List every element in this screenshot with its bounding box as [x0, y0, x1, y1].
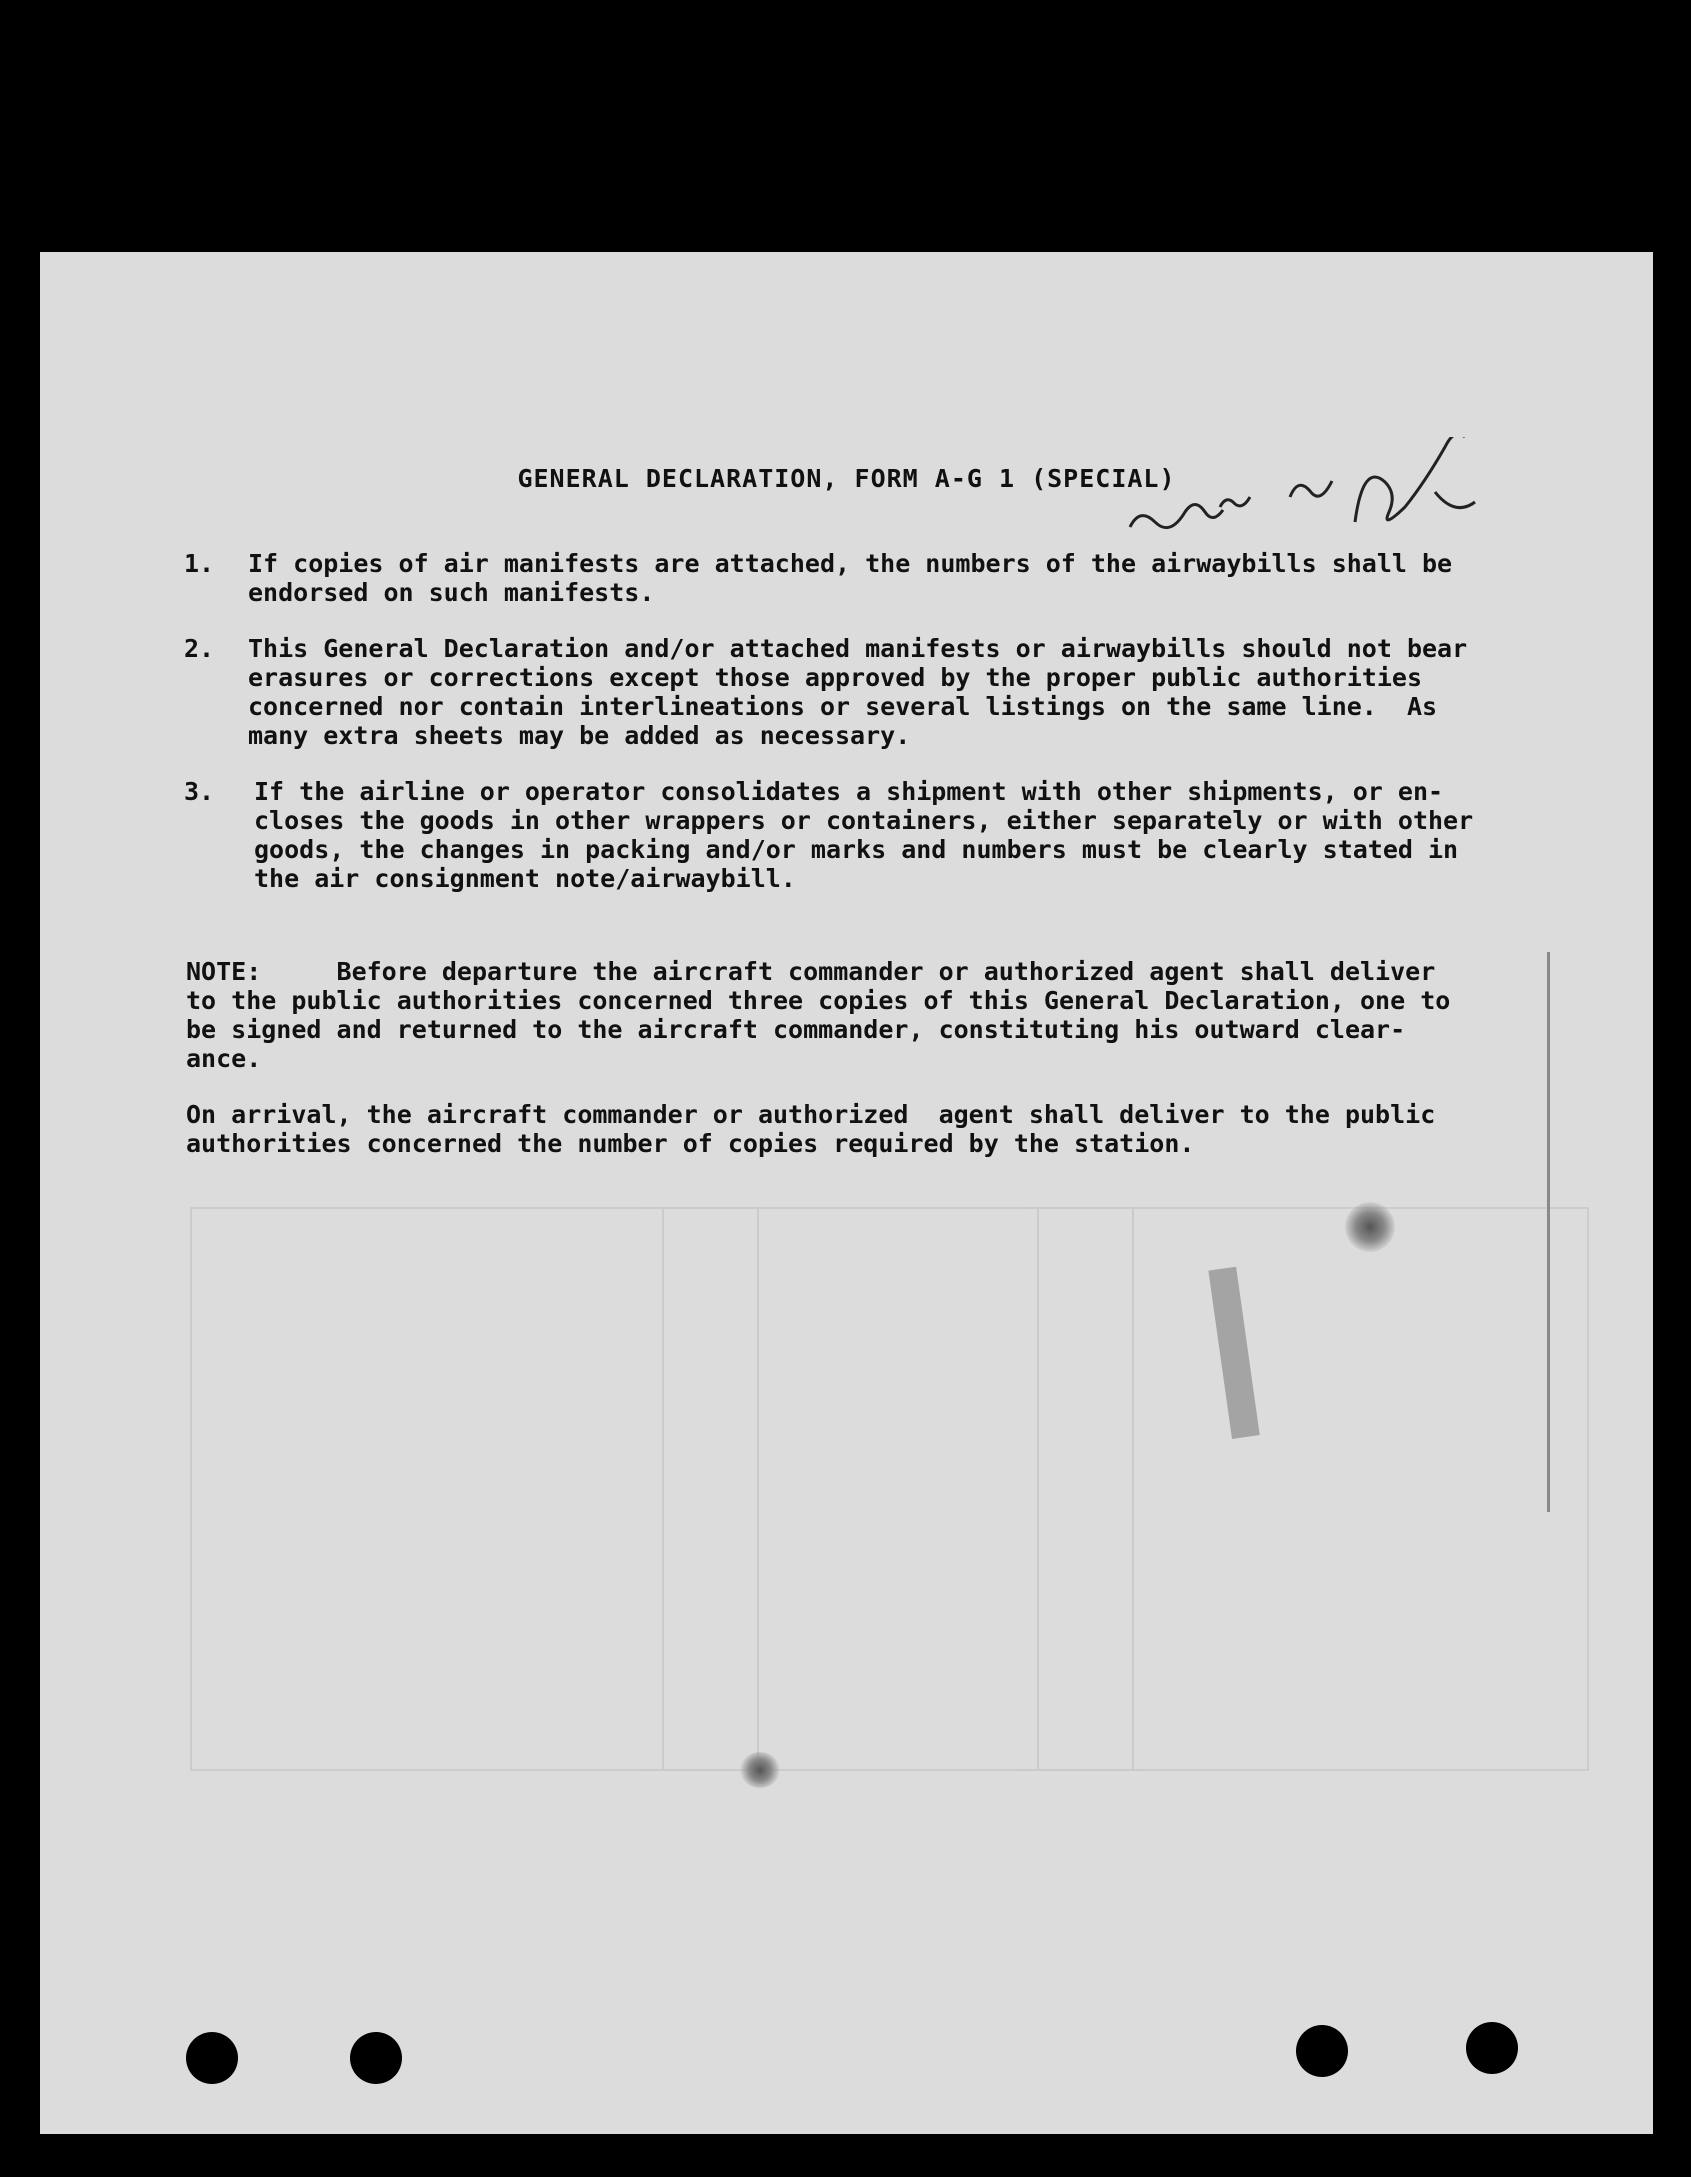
item-text-line: endorsed on such manifests. — [248, 578, 655, 607]
departure-note — [186, 957, 1556, 1073]
bleed-column-rule — [757, 1209, 759, 1769]
ink-smudge — [740, 1752, 780, 1788]
document-page — [40, 252, 1653, 2134]
item-text-line: This General Declaration and/or attached manifests or airwaybills should not bear — [248, 634, 1468, 663]
bleed-column-rule — [662, 1209, 664, 1769]
item-text-line: If copies of air manifests are attached, the numbers of the airwaybills shall be — [248, 549, 1453, 578]
bleed-through-table — [190, 1207, 1589, 1771]
note-line: ance. — [186, 1044, 262, 1073]
item-text-line: goods, the changes in packing and/or marks and numbers must be clearly stated in — [254, 835, 1459, 864]
bleed-column-rule — [1132, 1209, 1134, 1769]
item-text-line: the air consignment note/airwaybill. — [254, 864, 796, 893]
item-number: 3. — [184, 777, 215, 806]
item-number: 2. — [184, 634, 215, 663]
punch-hole — [1466, 2022, 1518, 2074]
arrival-line: On arrival, the aircraft commander or authorized agent shall deliver to the public — [186, 1100, 1436, 1129]
bleed-column-rule — [1037, 1209, 1039, 1769]
item-text-line: If the airline or operator consolidates a shipment with other shipments, or en- — [254, 777, 1444, 806]
item-text-line: many extra sheets may be added as necessary. — [248, 721, 911, 750]
item-text-line: concerned nor contain interlineations or several listings on the same line. As — [248, 692, 1438, 721]
punch-hole — [1296, 2025, 1348, 2077]
faint-stamp — [1205, 1257, 1275, 1447]
item-text-line: closes the goods in other wrappers or containers, either separately or with other — [254, 806, 1474, 835]
punch-hole — [350, 2032, 402, 2084]
item-text-line: erasures or corrections except those approved by the proper public authorities — [248, 663, 1422, 692]
note-line: be signed and returned to the aircraft commander, constituting his outward clear- — [186, 1015, 1406, 1044]
punch-hole — [186, 2032, 238, 2084]
note-line: NOTE: Before departure the aircraft commander or authorized agent shall deliver — [186, 957, 1436, 986]
item-number: 1. — [184, 549, 215, 578]
ink-smudge — [1345, 1202, 1395, 1252]
arrival-note — [186, 1100, 1556, 1158]
page-title: GENERAL DECLARATION, FORM A-G 1 (SPECIAL) — [517, 464, 1176, 493]
note-line: to the public authorities concerned three copies of this General Declaration, one to — [186, 986, 1451, 1015]
arrival-line: authorities concerned the number of copies required by the station. — [186, 1129, 1195, 1158]
